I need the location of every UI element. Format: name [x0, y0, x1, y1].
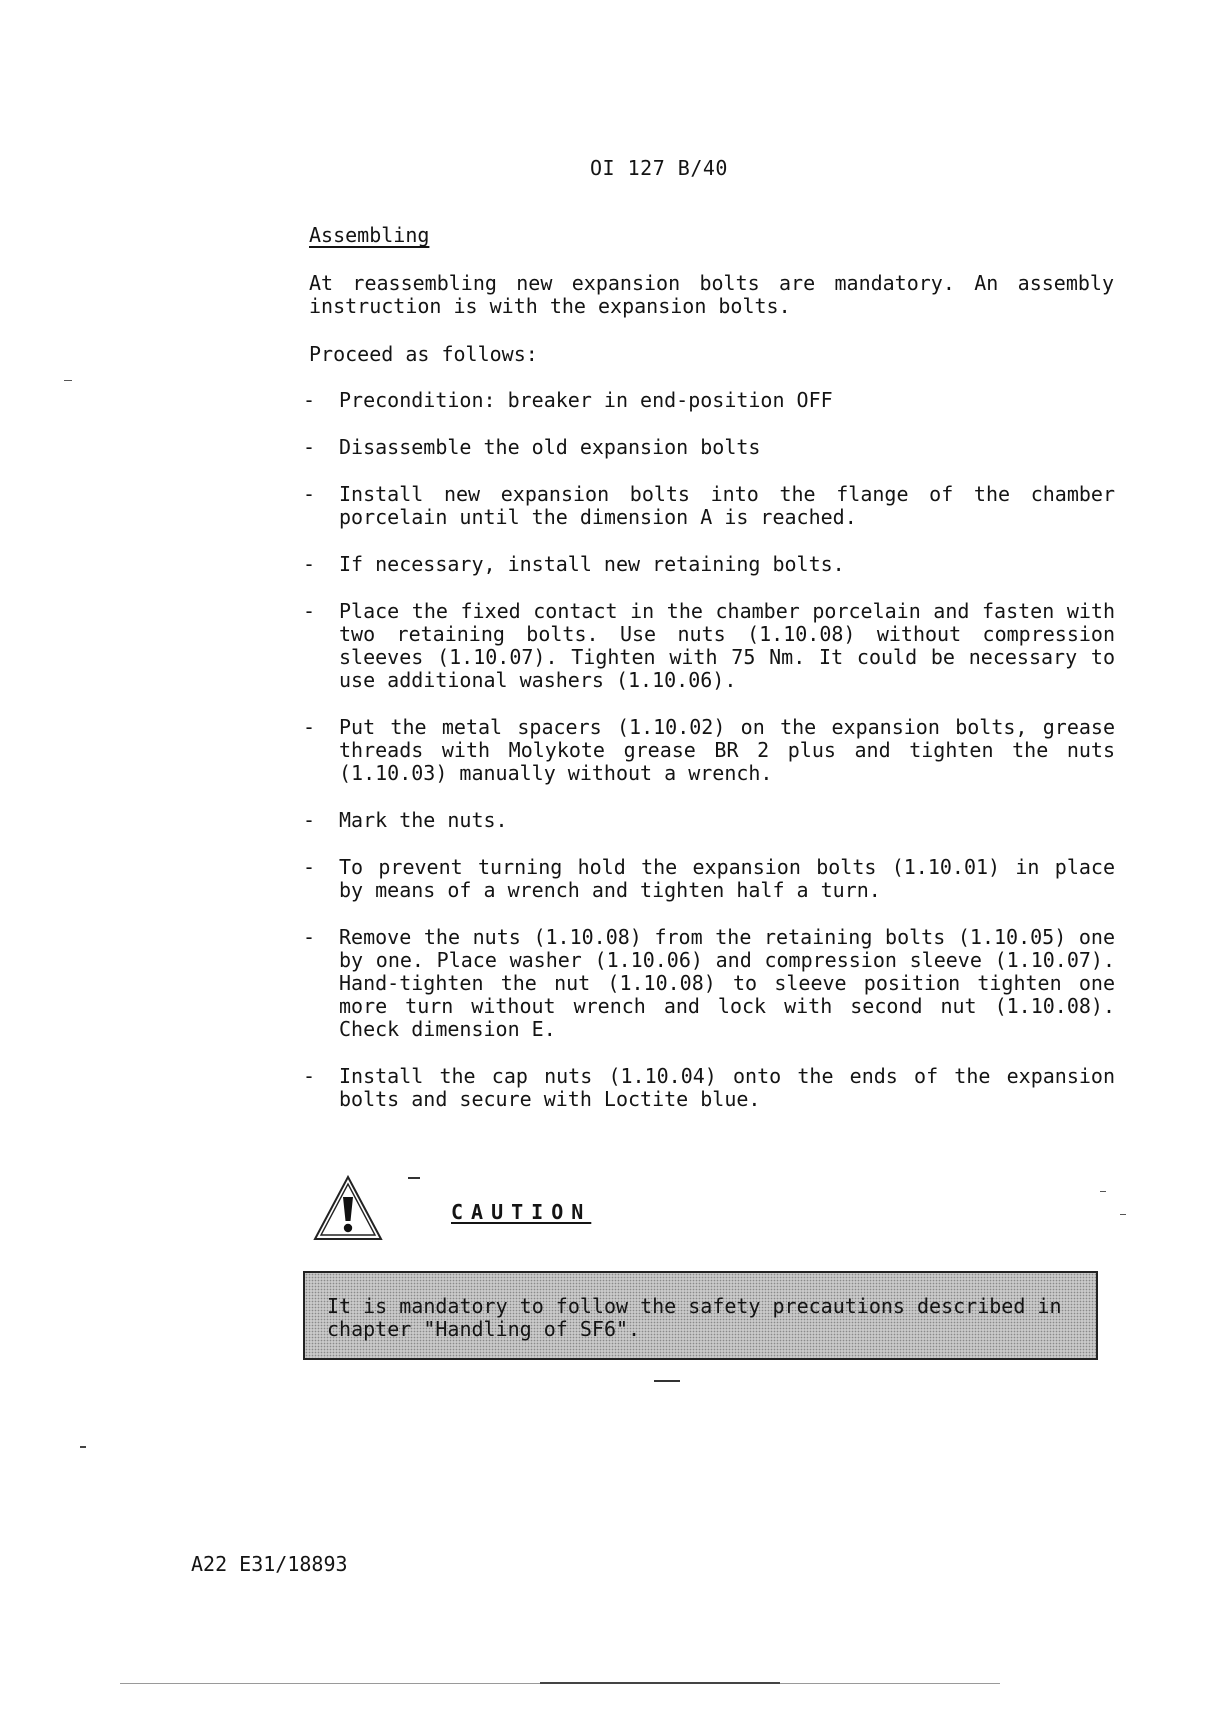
caution-box: [303, 1271, 1098, 1360]
scan-artifact-dot: [1120, 1214, 1126, 1215]
list-marker: -: [303, 808, 316, 832]
step-text: Mark the nuts.: [339, 808, 508, 832]
step-text: Place the fixed contact in the chamber porcelain and fasten with two retaining bolts. Use nuts (1.10.08) without compression sleeves (1.10.07). Tighten with 75 Nm. It could be necessary to use additional washers (1.10.06).: [339, 599, 1115, 692]
warning-triangle-icon: [313, 1175, 383, 1241]
list-item: [303, 436, 1115, 459]
step-text: Precondition: breaker in end-position OFF: [339, 388, 833, 412]
intro-paragraph: At reassembling new expansion bolts are mandatory. An assembly instruction is with the expansion bolts.: [309, 271, 1114, 318]
scan-artifact-dot: [1100, 1191, 1106, 1192]
section-title: Assembling: [309, 223, 430, 247]
list-marker: -: [303, 855, 316, 879]
step-text: Disassemble the old expansion bolts: [339, 435, 761, 459]
list-item: [303, 600, 1115, 692]
list-item: [303, 809, 1115, 832]
proceed-label: Proceed as follows:: [309, 342, 538, 366]
list-marker: -: [303, 388, 316, 412]
caution-text: It is mandatory to follow the safety precautions described in chapter "Handling of SF6".: [327, 1294, 1062, 1341]
step-text: Install the cap nuts (1.10.04) onto the ends of the expansion bolts and secure with Loctite blue.: [339, 1064, 1115, 1111]
list-item: [303, 553, 1115, 576]
list-item: [303, 389, 1115, 412]
scan-artifact-dot: [408, 1177, 420, 1179]
list-marker: -: [303, 1064, 316, 1088]
step-text: To prevent turning hold the expansion bolts (1.10.01) in place by means of a wrench and tighten half a turn.: [339, 855, 1115, 902]
scan-artifact-dot: [80, 1446, 86, 1448]
list-marker: -: [303, 435, 316, 459]
step-text: Install new expansion bolts into the flange of the chamber porcelain until the dimension A is reached.: [339, 482, 1115, 529]
list-item: [303, 1065, 1115, 1111]
document-number: OI 127 B/40: [590, 156, 728, 180]
list-item: [303, 716, 1115, 785]
assembly-steps-list: [303, 389, 1115, 1135]
list-item: [303, 926, 1115, 1041]
list-marker: -: [303, 715, 316, 739]
list-marker: -: [303, 599, 316, 623]
list-item: [303, 856, 1115, 902]
step-text: Remove the nuts (1.10.08) from the retaining bolts (1.10.05) one by one. Place washer (1.10.06) and compression sleeve (1.10.07). Hand-tighten the nut (1.10.08) to sleeve position tighten one more turn without wrench and lock with second nut (1.10.08). Check dimension E.: [339, 925, 1115, 1041]
scan-artifact-line: [540, 1682, 780, 1684]
list-item: [303, 483, 1115, 529]
list-marker: -: [303, 482, 316, 506]
caution-title: CAUTION: [451, 1200, 592, 1224]
list-marker: -: [303, 925, 316, 949]
step-text: If necessary, install new retaining bolts.: [339, 552, 845, 576]
list-marker: -: [303, 552, 316, 576]
scan-artifact-dot: [654, 1380, 680, 1382]
step-text: Put the metal spacers (1.10.02) on the expansion bolts, grease threads with Molykote grease BR 2 plus and tighten the nuts (1.10.03) manually without a wrench.: [339, 715, 1115, 785]
scan-artifact-dot: [64, 380, 72, 381]
document-id: A22 E31/18893: [191, 1552, 348, 1576]
